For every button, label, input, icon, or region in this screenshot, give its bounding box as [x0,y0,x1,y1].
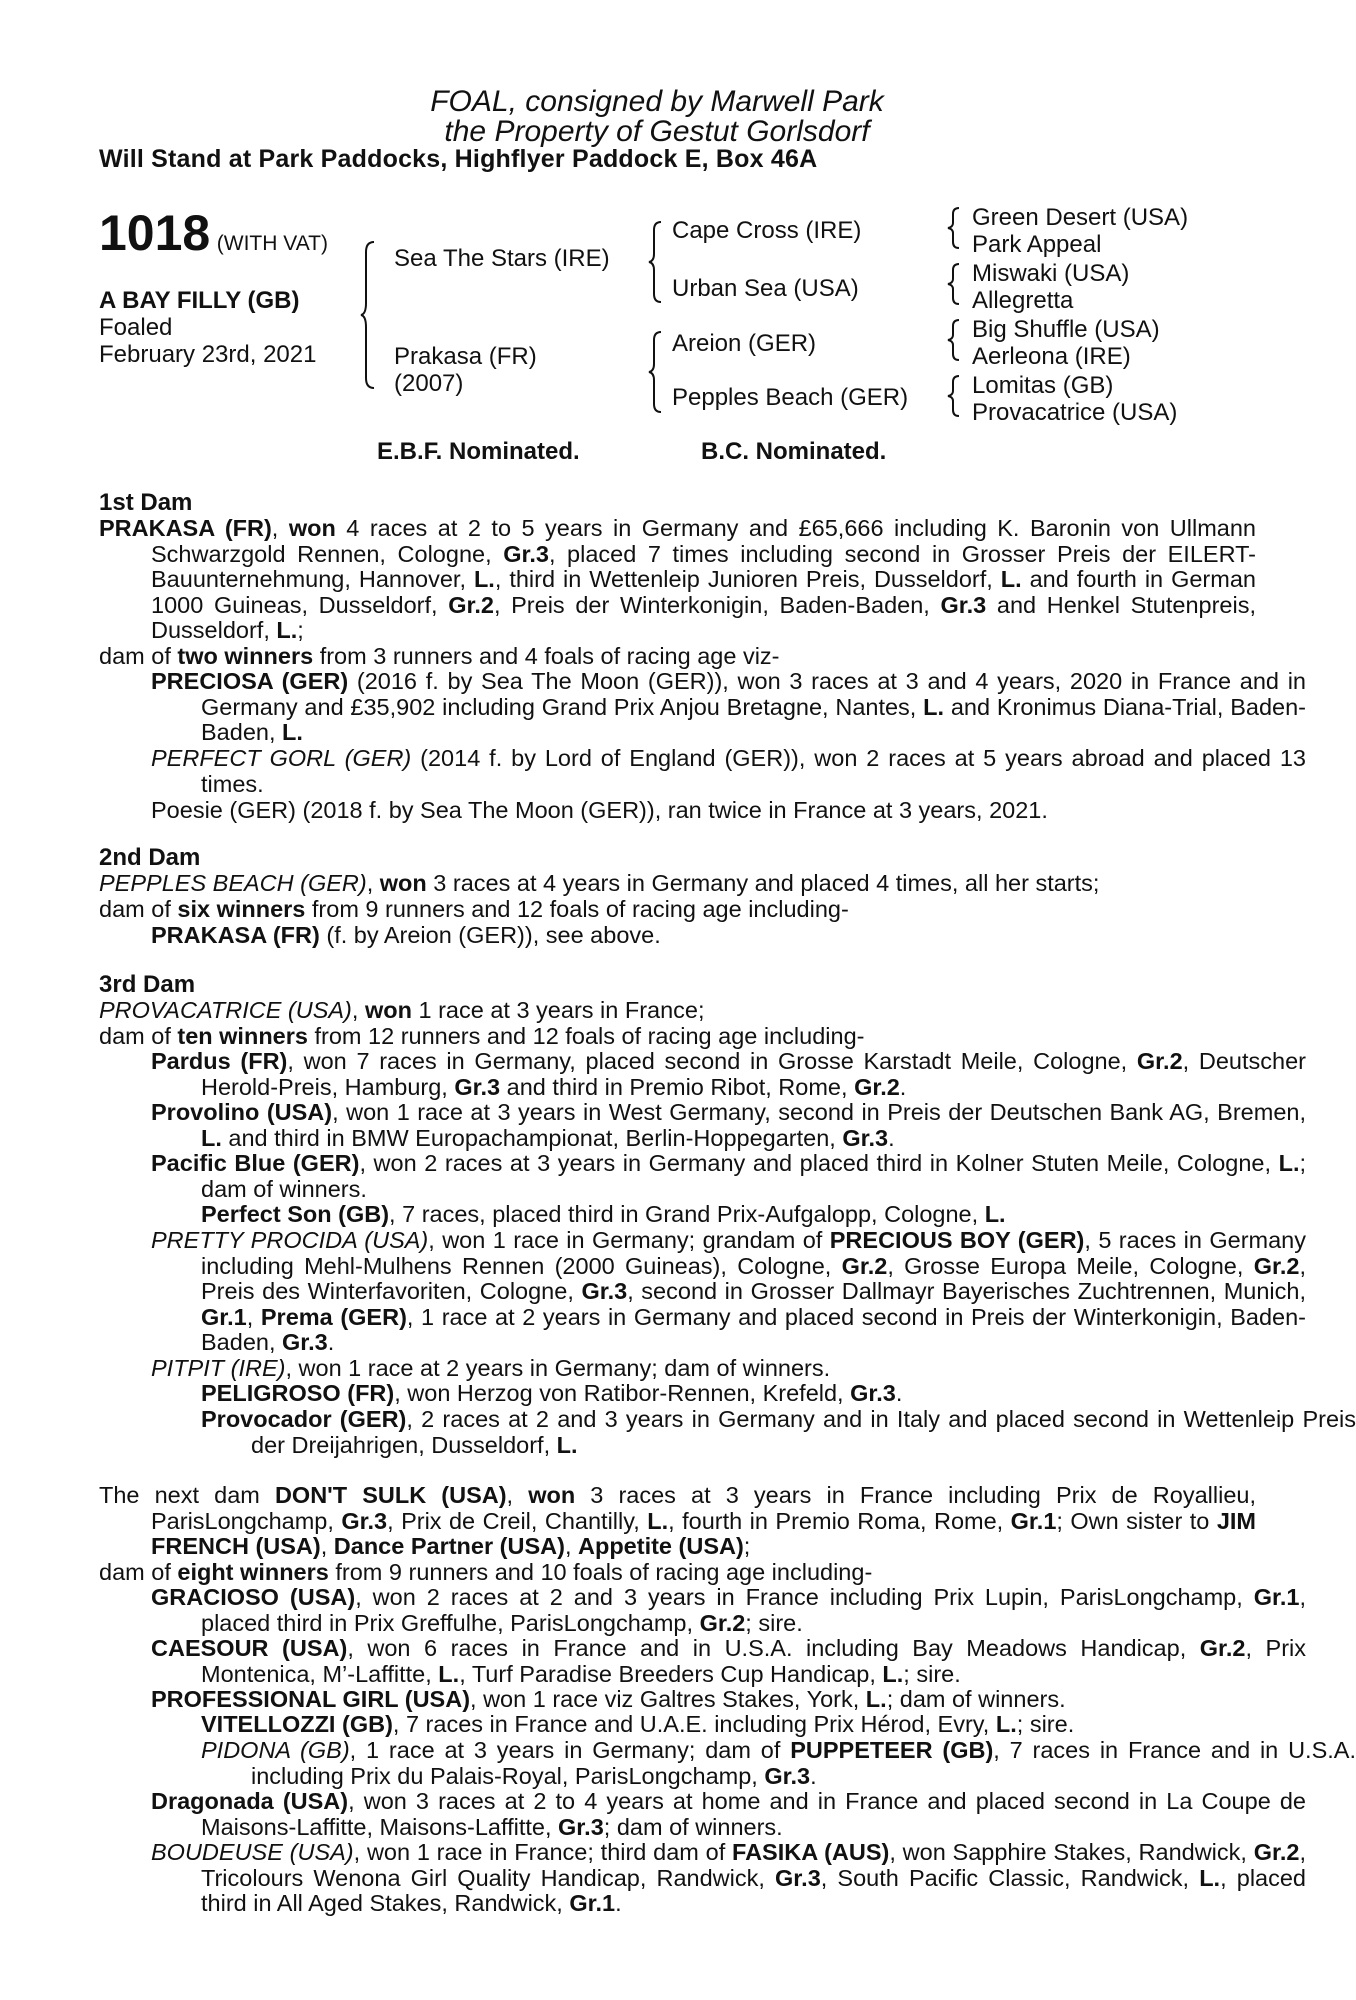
text-run: from 3 runners and 4 foals of racing age viz- [313,643,780,669]
progeny-entry [99,746,1306,797]
text-run: and Kronimus Diana-Trial, Baden-Baden, [201,693,1306,746]
italic-run: PIDONA (GB) [201,1737,350,1763]
progeny-entry [99,669,1306,746]
bold-run: JIM FRENCH (USA) [151,1507,1256,1560]
text-run: , Deutscher Herold-Preis, Hamburg, [201,1048,1306,1100]
progeny-entry [99,1687,1306,1713]
bold-run: Gr.3 [775,1864,821,1891]
text-run: , [366,870,380,896]
text-run: , won Sapphire Stakes, Randwick, [889,1839,1254,1865]
bold-run: Gr.3 [503,540,549,567]
third-dam-record [99,998,1204,1024]
lot-number-block [99,205,328,261]
bold-run: Gr.2 [854,1073,900,1100]
bold-run: L. [1000,566,1022,593]
bold-run: DON'T SULK (USA) [274,1482,507,1508]
text-run: , [506,1482,529,1508]
bold-run: Pacific Blue (GER) [151,1150,360,1176]
dam: Prakasa (FR) [394,343,537,370]
text-run: . [327,1329,335,1356]
text-run: from 9 runners and 12 foals of racing age including- [305,896,849,922]
text-run: , Prix de Creil, Chantilly, [387,1507,648,1534]
italic-run: PROVACATRICE (USA) [99,997,352,1023]
text-run: . [899,1073,907,1100]
bold-run: Gr.2 [1199,1635,1246,1661]
progeny-entry [99,1407,1356,1458]
foaled-label: Foaled [99,314,173,341]
bold-run: PRECIOSA (GER) [151,668,349,694]
italic-run: PERFECT GORL (GER) [151,745,412,771]
progeny-entry [99,1712,1356,1738]
text-run: , won Herzog von Ratibor-Rennen, Krefeld, [394,1380,851,1406]
pedigree-brace-sire [648,220,668,304]
text-run: 1 race at 3 years in France; [411,997,705,1023]
text-run: from 12 runners and 12 foals of racing age including- [307,1023,865,1049]
text-run: , 7 races in France and in U.S.A. including Prix du Palais-Royal, ParisLongchamp, [251,1737,1356,1789]
text-run: and fourth in German 1000 Guineas, Dusseldorf, [151,566,1256,618]
bold-run: Gr.2 [841,1252,888,1279]
dam-year: (2007) [394,370,464,397]
text-run: , fourth in Premio Roma, Rome, [668,1507,1011,1534]
progeny-entry [99,798,1306,824]
consignor-line: FOAL, consigned by Marwell Park [430,85,884,118]
bold-run: Gr.1 [1010,1507,1057,1534]
italic-run: PEPPLES BEACH (GER) [99,870,367,896]
text-run: ; dam of winners. [603,1813,783,1840]
property-line: the Property of Gestut Gorlsdorf [444,115,870,148]
text-run: . [895,1380,903,1406]
bold-run: Gr.2 [448,591,494,618]
text-run: 3 races at 3 years in France including Prix de Royallieu, ParisLongchamp, [151,1482,1256,1534]
bold-run: Gr.1 [201,1303,247,1330]
text-run: Poesie (GER) (2018 f. by Sea The Moon (GER)), ran twice in France at 3 years, 2021. [151,797,1048,823]
lot-description: A BAY FILLY (GB) [99,287,300,314]
sire-dam: Urban Sea (USA) [672,275,859,302]
text-run: , [271,515,289,541]
text-run: ; dam of winners. [886,1686,1066,1712]
bold-run: two winners [177,643,314,669]
text-run: from 9 runners and 10 foals of racing age including- [328,1559,873,1585]
progeny-entry [99,1100,1306,1151]
bold-run: L. [556,1431,578,1458]
text-run: and third in BMW Europachampionat, Berlin-Hoppegarten, [221,1124,843,1151]
bold-run: Gr.2 [699,1609,746,1636]
text-run: , [320,1533,334,1560]
text-run: , 2 races at 2 and 3 years in Germany and in Italy and placed second in Wettenleip Preis der Dreijahrigen, Dusseldorf, [251,1406,1356,1458]
bold-run: PELIGROSO (FR) [201,1380,395,1406]
foaled-date: February 23rd, 2021 [99,341,317,368]
text-run: , Turf Paradise Breeders Cup Handicap, [459,1660,883,1687]
text-run: , won 1 race in France; third dam of [353,1839,733,1865]
text-run: , Preis der Winterkonigin, Baden-Baden, [493,591,941,618]
first-dam-heading: 1st Dam [99,489,193,516]
bold-run: L. [923,693,945,720]
bold-run: L. [882,1660,904,1687]
pedigree-brace-main [360,240,382,390]
text-run: and Henkel Stutenpreis, Dusseldorf, [151,591,1256,644]
text-run: , 7 races, placed third in Grand Prix-Aufgalopp, Cologne, [389,1201,985,1227]
bold-run: L. [438,1660,460,1687]
text-run: , [351,997,365,1023]
bold-run: Gr.2 [1253,1252,1300,1279]
text-run: , Preis des Winterfavoriten, Cologne, [201,1252,1306,1305]
text-run: , Prix Montenica, M’-Laffitte, [201,1635,1307,1687]
sire: Sea The Stars (IRE) [394,245,610,272]
bold-run: Provocador (GER) [201,1406,407,1432]
bold-run: Appetite (USA) [578,1533,744,1560]
progeny-entry [99,923,1306,949]
text-run: ; [297,617,304,644]
text-run: , won 7 races in Germany, placed second in Grosse Karstadt Meile, Cologne, [287,1048,1137,1074]
text-run: ; sire. [745,1609,803,1636]
bold-run: L. [282,719,303,746]
g3-name: Aerleona (IRE) [972,343,1131,370]
bold-run: Gr.2 [1136,1048,1183,1074]
text-run: , won 6 races in France and in U.S.A. including Bay Meadows Handicap, [347,1635,1200,1661]
text-run: The next dam [99,1482,275,1508]
bold-run: PROFESSIONAL GIRL (USA) [151,1686,471,1712]
text-run: , 7 races in France and U.A.E. including Prix Hérod, Evry, [392,1711,996,1737]
text-run: and third in Premio Ribot, Rome, [500,1073,855,1100]
text-run: ; sire. [903,1660,961,1687]
g3-name: Allegretta [972,287,1074,314]
bold-run: Provolino (USA) [151,1099,333,1125]
text-run: , won 1 race viz Galtres Stakes, York, [470,1686,866,1712]
bold-run: Gr.3 [282,1329,328,1356]
vat-label: (WITH VAT) [216,232,328,255]
pedigree-brace-g3-1 [947,206,965,250]
bold-run: Gr.3 [850,1380,896,1406]
ebf-nominated: E.B.F. Nominated. [377,438,580,465]
text-run: , placed third in All Aged Stakes, Randwick, [201,1864,1306,1917]
text-run: , 5 races in Germany including Mehl-Mulhens Rennen (2000 Guineas), Cologne, [201,1227,1307,1279]
italic-run: PRETTY PROCIDA (USA) [151,1227,429,1253]
text-run: ; sire. [1016,1711,1075,1737]
text-run: (2016 f. by Sea The Moon (GER)), won 3 races at 3 and 4 years, 2020 in France and in Germany and £35,902 including Grand Prix Anjou Bretagne, Nantes, [201,668,1306,720]
text-run: dam of [99,896,178,922]
bold-run: Gr.1 [1253,1584,1300,1610]
bold-run: won [288,515,336,541]
progeny-entry [99,1738,1356,1789]
second-dam-produce-summary [99,897,1204,923]
text-run: , South Pacific Classic, Randwick, [820,1864,1200,1891]
text-run: ; Own sister to [1056,1507,1217,1534]
text-run: , 1 race at 3 years in Germany; dam of [349,1737,791,1763]
bold-run: Gr.1 [569,1890,616,1917]
dam-dam: Pepples Beach (GER) [672,384,909,411]
stand-location: Will Stand at Park Paddocks, Highflyer Paddock E, Box 46A [99,145,818,173]
bold-run: PUPPETEER (GB) [790,1737,994,1763]
pedigree-brace-g3-2 [947,262,965,306]
bold-run: L. [1199,1864,1221,1891]
bold-run: eight winners [177,1559,329,1585]
bold-run: Gr.3 [581,1278,628,1305]
text-run: , placed third in Prix Greffulhe, ParisLongchamp, [201,1584,1307,1636]
bold-run: won [379,870,427,896]
progeny-entry [99,1789,1306,1840]
progeny-entry [99,1151,1306,1202]
bold-run: VITELLOZZI (GB) [201,1711,393,1737]
pedigree-brace-g3-3 [947,318,965,362]
next-dam-produce-summary [99,1560,1204,1586]
text-run: . [810,1762,817,1789]
g3-name: Lomitas (GB) [972,372,1114,399]
bold-run: L. [276,617,298,644]
text-run: dam of [99,1559,178,1585]
progeny-entry [99,1585,1306,1636]
bold-run: six winners [177,896,306,922]
text-run: 4 races at 2 to 5 years in Germany and £65,666 including K. Baronin von Ullmann Schwarzgold Rennen, Cologne, [151,515,1256,567]
text-run: , [246,1303,261,1330]
third-dam-heading: 3rd Dam [99,971,196,998]
bold-run: Dragonada (USA) [151,1788,349,1814]
bold-run: L. [865,1686,887,1712]
bold-run: L. [1278,1150,1300,1176]
bold-run: Gr.2 [1253,1839,1300,1865]
pedigree-brace-dam [648,330,668,414]
text-run: dam of [99,1023,178,1049]
text-run: dam of [99,643,178,669]
third-dam-produce-summary [99,1024,1204,1050]
progeny-entry [99,1049,1306,1100]
text-run: , won 2 races at 3 years in Germany and placed third in Kolner Stuten Meile, Cologne, [359,1150,1279,1176]
progeny-entry [99,1356,1306,1382]
bold-run: Gr.3 [341,1507,388,1534]
g3-name: Green Desert (USA) [972,204,1189,231]
pedigree-brace-g3-4 [947,374,965,418]
bold-run: Gr.3 [454,1073,501,1100]
bold-run: Dance Partner (USA) [333,1533,565,1560]
text-run: (f. by Areion (GER)), see above. [319,922,661,948]
second-dam-record [99,871,1204,897]
text-run: , [564,1533,578,1560]
progeny-entry [99,1840,1306,1917]
bold-run: PRAKASA (FR) [151,922,320,948]
progeny-entry [99,1381,1356,1407]
bold-run: L. [984,1201,1006,1227]
text-run: , second in Grosser Dallmayr Bayerisches Zuchtrennen, Munich, [627,1278,1306,1305]
text-run: , won 1 race at 3 years in West Germany, second in Preis der Deutschen Bank AG, Bremen, [332,1099,1306,1125]
text-run: , Grosse Europa Meile, Cologne, [887,1252,1254,1279]
sire-sire: Cape Cross (IRE) [672,217,862,244]
text-run: , 1 race at 2 years in Germany and placed second in Preis der Winterkonigin, Baden-Baden, [201,1303,1306,1356]
bc-nominated: B.C. Nominated. [701,438,887,465]
bold-run: L. [473,566,495,593]
text-run: . [615,1890,622,1917]
dam-sire: Areion (GER) [672,330,817,357]
text-run: , placed 7 times including second in Grosser Preis der EILERT-Bauunternehmung, Hannover, [151,540,1256,593]
italic-run: BOUDEUSE (USA) [151,1839,354,1865]
italic-run: PITPIT (IRE) [151,1355,286,1381]
text-run: ; dam of winners. [201,1150,1307,1202]
text-run: ; [743,1533,751,1560]
text-run: , won 3 races at 2 to 4 years at home and in France and placed second in La Coupe de Maisons-Laffitte, Maisons-Laffitte, [201,1788,1306,1840]
g3-name: Big Shuffle (USA) [972,316,1160,343]
bold-run: Prema (GER) [260,1303,407,1330]
text-run: , won 1 race in Germany; grandam of [428,1227,830,1253]
bold-run: PRAKASA (FR) [99,515,272,541]
next-dam-record [99,1483,1256,1560]
text-run: , third in Wettenleip Junioren Preis, Dusseldorf, [494,566,1001,593]
bold-run: Pardus (FR) [151,1048,288,1074]
text-run: 3 races at 4 years in Germany and placed 4 times, all her starts; [426,870,1100,896]
lot-number: 1018 [99,205,211,261]
first-dam-record [99,516,1256,644]
bold-run: Gr.3 [764,1762,811,1789]
progeny-entry [99,1636,1306,1687]
bold-run: L. [201,1124,222,1151]
g3-name: Park Appeal [972,231,1102,258]
bold-run: L. [995,1711,1017,1737]
text-run: , won 1 race at 2 years in Germany; dam of winners. [285,1355,831,1381]
progeny-entry [99,1228,1306,1356]
bold-run: ten winners [177,1023,308,1049]
bold-run: Gr.3 [558,1813,604,1840]
text-run: (2014 f. by Lord of England (GER)), won 2 races at 5 years abroad and placed 13 times. [201,745,1306,797]
bold-run: GRACIOSO (USA) [151,1584,356,1610]
text-run: , Tricolours Wenona Girl Quality Handicap, Randwick, [201,1839,1306,1891]
bold-run: won [528,1482,576,1508]
bold-run: CAESOUR (USA) [151,1635,348,1661]
progeny-entry [99,1202,1356,1228]
bold-run: Perfect Son (GB) [201,1201,390,1227]
bold-run: Gr.3 [940,591,987,618]
bold-run: Gr.3 [842,1124,889,1151]
bold-run: L. [647,1507,669,1534]
text-run: , won 2 races at 2 and 3 years in France including Prix Lupin, ParisLongchamp, [355,1584,1254,1610]
g3-name: Provacatrice (USA) [972,399,1178,426]
g3-name: Miswaki (USA) [972,260,1130,287]
second-dam-heading: 2nd Dam [99,844,201,871]
bold-run: FASIKA (AUS) [732,1839,890,1865]
first-dam-produce-summary [99,644,1204,670]
bold-run: won [364,997,412,1023]
bold-run: PRECIOUS BOY (GER) [829,1227,1085,1253]
text-run: . [888,1124,895,1151]
